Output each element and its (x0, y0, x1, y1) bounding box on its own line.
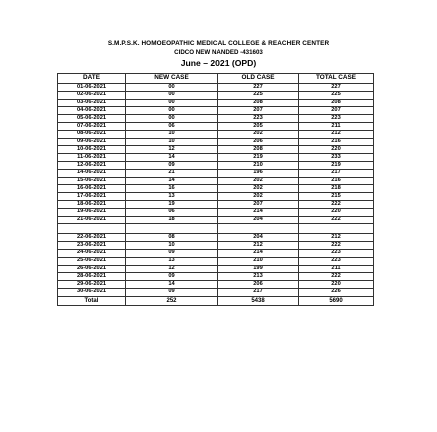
cell-new-case: 08 (126, 234, 218, 242)
table-row (58, 115, 374, 123)
cell-date: 03-06-2021 (58, 99, 126, 107)
cell-old-case: 205 (218, 122, 299, 130)
cell-total-case: 208 (299, 99, 374, 107)
cell-new-case: 06 (126, 122, 218, 130)
cell-date: 18-06-2021 (58, 200, 126, 208)
table-header-row (58, 74, 374, 84)
cell-date: 28-06-2021 (58, 273, 126, 281)
cell-total-case: 223 (299, 115, 374, 123)
table-row (58, 242, 374, 250)
cell-total-case: 225 (299, 91, 374, 99)
cell-total-case: 207 (299, 107, 374, 115)
opd-table (57, 73, 374, 306)
cell-new-case: 13 (126, 257, 218, 265)
cell-new-case: 18 (126, 216, 218, 224)
cell-new-case: 10 (126, 130, 218, 138)
cell-new-case: 14 (126, 154, 218, 162)
cell-old-case: 225 (218, 91, 299, 99)
column-header-new-case: NEW CASE (126, 74, 218, 84)
cell-date: 23-06-2021 (58, 242, 126, 250)
cell-date: 16-06-2021 (58, 185, 126, 193)
cell-new-case: 00 (126, 115, 218, 123)
cell-old-case: 208 (218, 99, 299, 107)
cell-date: 30-06-2021 (58, 288, 126, 296)
cell-new-case: 00 (126, 107, 218, 115)
cell-new-case: 12 (126, 265, 218, 273)
cell-old-case: 202 (218, 177, 299, 185)
cell-date: 05-06-2021 (58, 115, 126, 123)
college-name: S.M.P.S.K. HOMOEOPATHIC MEDICAL COLLEGE & REACHER CENTER (107, 40, 330, 47)
table-row (58, 185, 374, 193)
table-row (58, 122, 374, 130)
cell-old-case: 202 (218, 193, 299, 201)
cell-new-case: 10 (126, 138, 218, 146)
cell-date: 25-06-2021 (58, 257, 126, 265)
cell-old-case: 204 (218, 234, 299, 242)
cell-total-case: 223 (299, 249, 374, 257)
table-row (58, 216, 374, 224)
cell-total-case: 233 (299, 154, 374, 162)
cell-date: 17-06-2021 (58, 193, 126, 201)
report-period: June – 2021 (OPD) (180, 58, 257, 68)
cell-date: 11-06-2021 (58, 154, 126, 162)
total-row (58, 296, 374, 305)
cell-old-case: 204 (218, 216, 299, 224)
cell-total-case: 219 (299, 161, 374, 169)
table-row (58, 234, 374, 242)
table-row (58, 91, 374, 99)
cell-old-case: 207 (218, 200, 299, 208)
table-row (58, 107, 374, 115)
total-old-case: 5438 (218, 296, 299, 305)
cell-date: 02-06-2021 (58, 91, 126, 99)
cell-total-case: 226 (299, 288, 374, 296)
cell-date: 22-06-2021 (58, 234, 126, 242)
cell-old-case: 212 (218, 242, 299, 250)
cell-total-case: 212 (299, 234, 374, 242)
cell-total-case: 211 (299, 122, 374, 130)
cell-new-case: 21 (126, 169, 218, 177)
total-new-case: 252 (126, 296, 218, 305)
cell-total-case: 220 (299, 281, 374, 289)
cell-new-case: 06 (126, 208, 218, 216)
cell-date: 12-06-2021 (58, 161, 126, 169)
cell-date: 08-06-2021 (58, 130, 126, 138)
cell-total-case: 215 (299, 193, 374, 201)
cell-old-case: 202 (218, 185, 299, 193)
cell-new-case: 10 (126, 242, 218, 250)
cell-total-case: 216 (299, 138, 374, 146)
cell-old-case: 217 (218, 288, 299, 296)
college-address: CIDCO NEW NANDED -431603 (174, 49, 263, 56)
cell-total-case: 227 (299, 84, 374, 92)
table-body (58, 84, 374, 297)
cell-old-case: 196 (218, 169, 299, 177)
table-row (58, 193, 374, 201)
cell-total-case: 222 (299, 200, 374, 208)
table-row (58, 169, 374, 177)
cell-date: 26-06-2021 (58, 265, 126, 273)
cell-new-case: 14 (126, 281, 218, 289)
cell-old-case: 214 (218, 249, 299, 257)
cell-new-case: 09 (126, 273, 218, 281)
table-row (58, 200, 374, 208)
cell-new-case: 12 (126, 146, 218, 154)
cell-new-case: 00 (126, 84, 218, 92)
cell-date: 01-06-2021 (58, 84, 126, 92)
cell-old-case: 206 (218, 281, 299, 289)
cell-date: 21-06-2021 (58, 216, 126, 224)
cell-total-case: 212 (299, 130, 374, 138)
total-total-case: 5690 (299, 296, 374, 305)
cell-date: 19-06-2021 (58, 208, 126, 216)
cell-old-case: 213 (218, 273, 299, 281)
cell-old-case: 223 (218, 115, 299, 123)
column-header-date: DATE (58, 74, 126, 84)
cell-old-case: 199 (218, 265, 299, 273)
table-row (58, 130, 374, 138)
cell-total-case: 222 (299, 273, 374, 281)
table-row (58, 249, 374, 257)
cell-new-case: 13 (126, 193, 218, 201)
table-row (58, 161, 374, 169)
cell-old-case (218, 224, 299, 234)
table-row (58, 288, 374, 296)
cell-date: 09-06-2021 (58, 138, 126, 146)
cell-old-case: 206 (218, 138, 299, 146)
cell-date: 10-06-2021 (58, 146, 126, 154)
table-row (58, 154, 374, 162)
cell-date: 15-06-2021 (58, 177, 126, 185)
cell-total-case: 222 (299, 216, 374, 224)
cell-date: 04-06-2021 (58, 107, 126, 115)
cell-new-case: 09 (126, 288, 218, 296)
table-row (58, 177, 374, 185)
table-row (58, 224, 374, 234)
cell-total-case: 223 (299, 257, 374, 265)
table-row (58, 138, 374, 146)
column-header-total-case: TOTAL CASE (299, 74, 374, 84)
cell-total-case: 222 (299, 242, 374, 250)
cell-total-case: 220 (299, 146, 374, 154)
cell-old-case: 210 (218, 257, 299, 265)
cell-date: 29-06-2021 (58, 281, 126, 289)
table-row (58, 281, 374, 289)
cell-total-case: 218 (299, 185, 374, 193)
cell-new-case: 09 (126, 161, 218, 169)
cell-old-case: 227 (218, 84, 299, 92)
cell-old-case: 210 (218, 161, 299, 169)
cell-new-case: 09 (126, 249, 218, 257)
cell-date: 07-06-2021 (58, 122, 126, 130)
cell-date (58, 224, 126, 234)
cell-old-case: 214 (218, 208, 299, 216)
cell-new-case: 00 (126, 91, 218, 99)
cell-total-case: 217 (299, 169, 374, 177)
table-row (58, 99, 374, 107)
cell-new-case: 16 (126, 185, 218, 193)
table-row (58, 257, 374, 265)
cell-new-case: 00 (126, 99, 218, 107)
total-label: Total (58, 296, 126, 305)
table-row (58, 146, 374, 154)
cell-total-case: 211 (299, 265, 374, 273)
column-header-old-case: OLD CASE (218, 74, 299, 84)
cell-old-case: 207 (218, 107, 299, 115)
cell-new-case: 19 (126, 200, 218, 208)
cell-old-case: 219 (218, 154, 299, 162)
cell-date: 14-06-2021 (58, 169, 126, 177)
cell-new-case: 14 (126, 177, 218, 185)
cell-old-case: 208 (218, 146, 299, 154)
cell-date: 24-06-2021 (58, 249, 126, 257)
cell-total-case: 220 (299, 208, 374, 216)
cell-new-case (126, 224, 218, 234)
cell-old-case: 202 (218, 130, 299, 138)
cell-total-case: 216 (299, 177, 374, 185)
table-row (58, 208, 374, 216)
cell-total-case (299, 224, 374, 234)
table-row (58, 84, 374, 92)
table-row (58, 265, 374, 273)
table-row (58, 273, 374, 281)
